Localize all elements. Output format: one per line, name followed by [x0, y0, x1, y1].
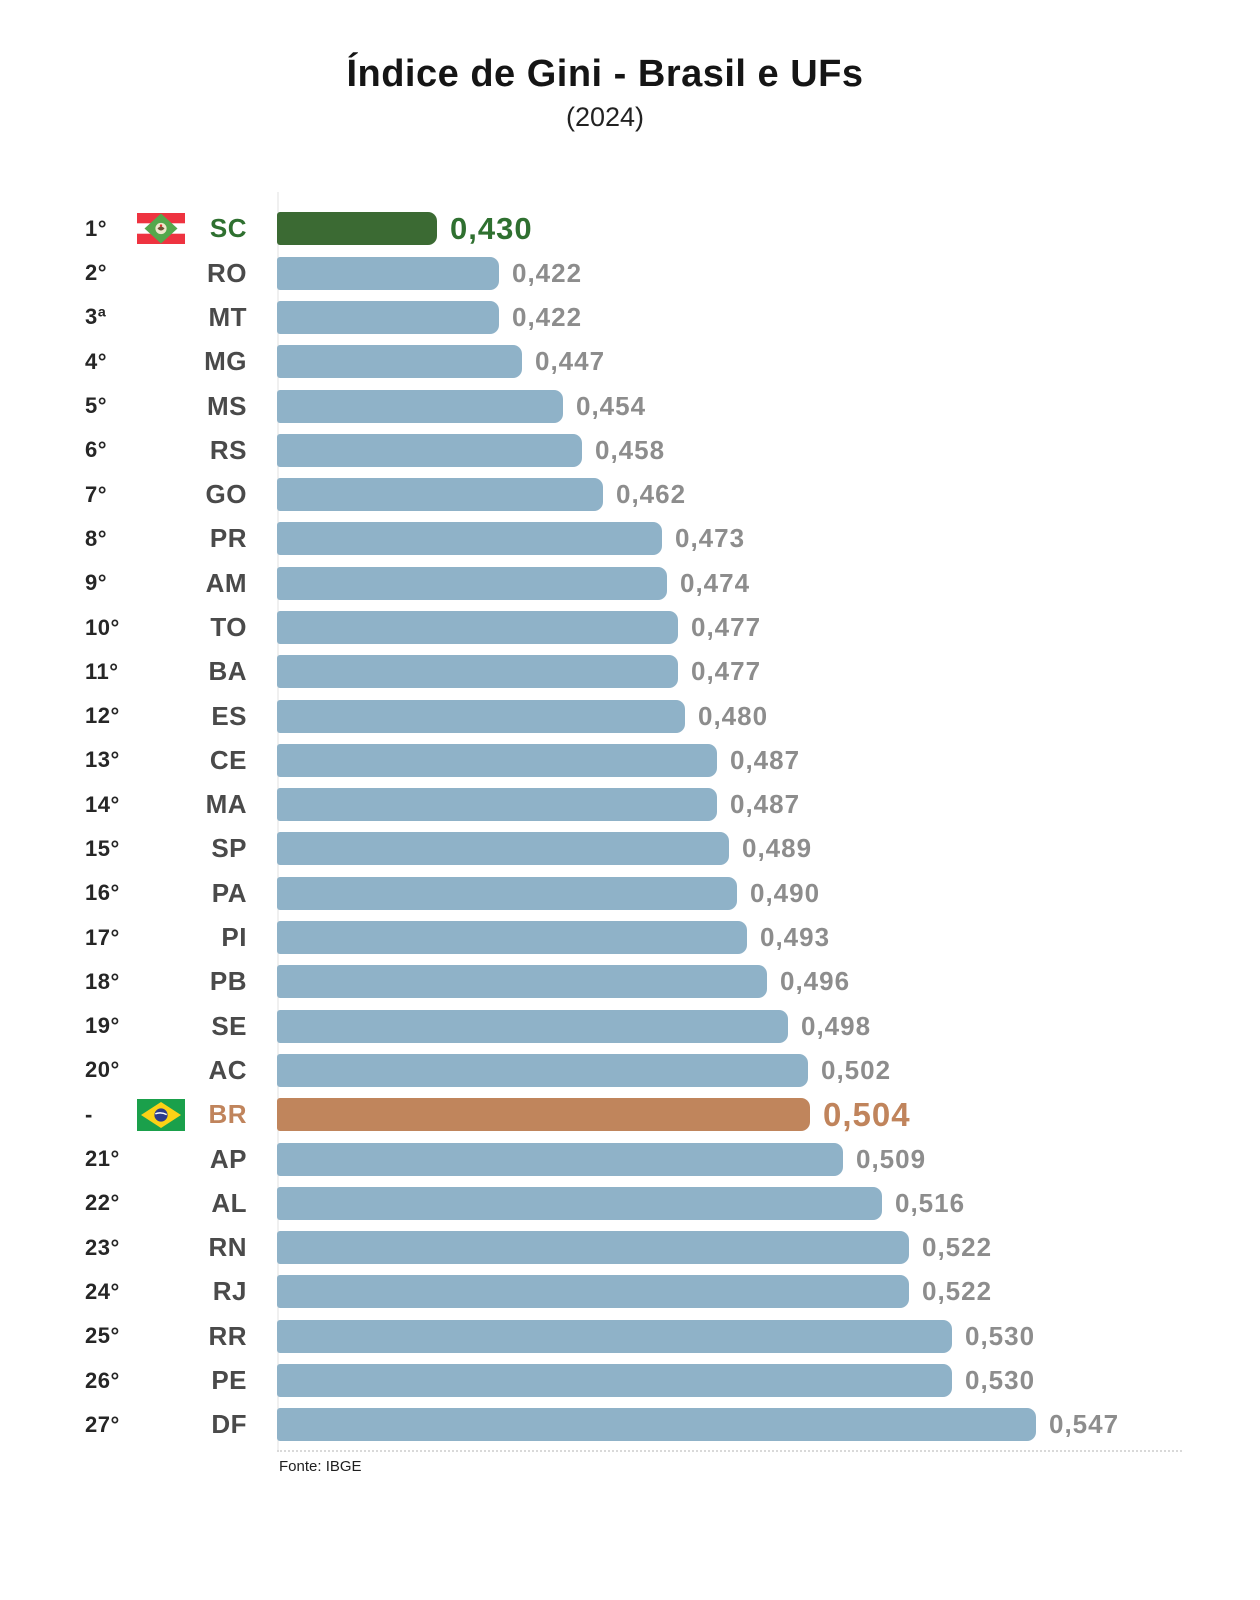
flag-cell	[135, 384, 191, 428]
bar-cell	[247, 1275, 1260, 1308]
chart-row	[0, 738, 1260, 782]
chart-row	[0, 561, 1260, 605]
flag-cell	[135, 1270, 191, 1314]
bar	[277, 744, 717, 777]
state-code-label: RR	[208, 1320, 247, 1351]
rank-label: 11°	[85, 658, 119, 684]
value-label: 0,509	[856, 1143, 927, 1174]
chart-title: Índice de Gini - Brasil e UFs	[346, 53, 864, 95]
x-axis-dotted-line	[277, 1450, 1182, 1452]
state-code-label: AM	[205, 567, 247, 598]
state-code-label: PR	[209, 523, 247, 554]
state-code-label: PE	[211, 1365, 247, 1396]
bar-cell	[247, 390, 1260, 423]
bar	[277, 1275, 909, 1308]
rank-label: 23°	[85, 1234, 120, 1260]
bar-cell	[247, 1187, 1260, 1220]
chart-row	[0, 251, 1260, 295]
state-code-label: AC	[208, 1054, 247, 1085]
chart-row	[0, 1314, 1260, 1358]
state-code-label: SC	[209, 213, 247, 244]
rank-label: 8°	[85, 525, 108, 551]
rank-label: -	[85, 1101, 93, 1127]
bar-cell	[247, 1231, 1260, 1264]
bar-cell	[247, 921, 1260, 954]
chart-header	[0, 0, 1210, 135]
bar-cell	[247, 1364, 1260, 1397]
bar-cell	[247, 788, 1260, 821]
value-label: 0,522	[922, 1232, 993, 1263]
bar	[277, 611, 678, 644]
state-code-label: RO	[207, 257, 247, 288]
state-code-label: BR	[208, 1099, 247, 1130]
value-label: 0,530	[965, 1365, 1036, 1396]
bar	[277, 1098, 810, 1131]
rank-label: 16°	[85, 880, 120, 906]
flag-cell	[135, 517, 191, 561]
flag-cell	[135, 1226, 191, 1270]
flag-cell	[135, 428, 191, 472]
bar-cell	[247, 434, 1260, 467]
bar-cell	[247, 211, 1260, 247]
state-code-label: SE	[211, 1010, 247, 1041]
rank-label: 12°	[85, 703, 120, 729]
rank-label: 3ª	[85, 304, 107, 330]
chart-row	[0, 1226, 1260, 1270]
value-label: 0,547	[1049, 1409, 1120, 1440]
flag-cell	[135, 915, 191, 959]
bar	[277, 434, 582, 467]
flag-cell	[135, 1358, 191, 1402]
flag-cell	[135, 561, 191, 605]
state-code-label: GO	[205, 479, 247, 510]
bar	[277, 655, 678, 688]
chart-row	[0, 605, 1260, 649]
flag-cell	[135, 871, 191, 915]
value-label: 0,487	[730, 789, 801, 820]
chart-row	[0, 650, 1260, 694]
bar	[277, 700, 685, 733]
value-label: 0,474	[680, 567, 751, 598]
flag-cell	[135, 650, 191, 694]
state-code-label: DF	[211, 1409, 247, 1440]
bar-cell	[247, 700, 1260, 733]
bar-cell	[247, 1010, 1260, 1043]
rank-label: 7°	[85, 481, 108, 507]
state-code-label: AP	[209, 1143, 247, 1174]
bar	[277, 1320, 952, 1353]
state-code-label: PA	[211, 877, 247, 908]
value-label: 0,422	[512, 257, 583, 288]
bar	[277, 1054, 808, 1087]
value-label: 0,477	[691, 612, 762, 642]
chart-row	[0, 783, 1260, 827]
chart-row	[0, 207, 1260, 251]
bar	[277, 1408, 1036, 1441]
state-code-label: ES	[211, 700, 247, 731]
value-label: 0,504	[823, 1095, 911, 1133]
chart-rows	[0, 207, 1260, 1447]
chart-row	[0, 1358, 1260, 1402]
rank-label: 13°	[85, 747, 120, 773]
bar	[277, 567, 667, 600]
value-label: 0,498	[801, 1010, 872, 1041]
bar-cell	[247, 611, 1260, 644]
chart-row	[0, 295, 1260, 339]
bar-cell	[247, 1096, 1260, 1134]
value-label: 0,502	[821, 1054, 892, 1085]
state-code-label: MG	[204, 346, 247, 377]
flag-cell	[135, 1181, 191, 1225]
value-label: 0,516	[895, 1187, 966, 1218]
chart-row	[0, 1093, 1260, 1137]
chart-row	[0, 428, 1260, 472]
chart-subtitle: (2024)	[565, 101, 645, 132]
state-code-label: RJ	[212, 1276, 247, 1307]
bar	[277, 345, 522, 378]
bar	[277, 1231, 909, 1264]
value-label: 0,530	[965, 1320, 1036, 1351]
sc-flag-icon	[137, 213, 185, 244]
rank-label: 1°	[85, 215, 108, 241]
value-label: 0,493	[760, 922, 831, 953]
chart-row	[0, 1181, 1260, 1225]
rank-label: 26°	[85, 1367, 120, 1393]
bar	[277, 1010, 788, 1043]
rank-label: 17°	[85, 924, 120, 950]
flag-cell	[135, 1403, 191, 1447]
bar	[277, 965, 767, 998]
br-flag-icon	[137, 1099, 185, 1131]
flag-cell	[135, 1093, 191, 1137]
rank-label: 20°	[85, 1057, 120, 1083]
value-label: 0,458	[595, 434, 666, 465]
state-code-label: MS	[207, 390, 247, 421]
value-label: 0,462	[616, 479, 687, 510]
rank-label: 24°	[85, 1278, 120, 1304]
flag-cell	[135, 694, 191, 738]
rank-label: 22°	[85, 1190, 120, 1216]
state-code-label: RN	[208, 1232, 247, 1263]
bar-chart	[0, 207, 1260, 1447]
chart-row	[0, 1048, 1260, 1092]
bar	[277, 212, 437, 245]
bar	[277, 1143, 843, 1176]
flag-cell	[135, 827, 191, 871]
state-code-label: MA	[205, 789, 247, 820]
value-label: 0,473	[675, 523, 746, 554]
bar	[277, 522, 662, 555]
bar-cell	[247, 1320, 1260, 1353]
bar-cell	[247, 257, 1260, 290]
chart-row	[0, 1270, 1260, 1314]
value-label: 0,487	[730, 744, 801, 775]
bar-cell	[247, 1143, 1260, 1176]
bar-cell	[247, 301, 1260, 334]
flag-cell	[135, 207, 191, 251]
chart-row	[0, 915, 1260, 959]
chart-row	[0, 694, 1260, 738]
bar-cell	[247, 345, 1260, 378]
flag-cell	[135, 783, 191, 827]
bar	[277, 1364, 952, 1397]
state-code-label: PI	[221, 922, 247, 953]
flag-cell	[135, 340, 191, 384]
bar-cell	[247, 744, 1260, 777]
value-label: 0,496	[780, 966, 851, 997]
source-note: Fonte: IBGE	[279, 1458, 362, 1475]
flag-cell	[135, 1048, 191, 1092]
chart-row	[0, 871, 1260, 915]
rank-label: 2°	[85, 260, 108, 286]
bar	[277, 478, 603, 511]
chart-row	[0, 960, 1260, 1004]
bar-cell	[247, 522, 1260, 555]
rank-label: 14°	[85, 791, 120, 817]
bar	[277, 1187, 882, 1220]
value-label: 0,447	[535, 346, 606, 377]
bar-cell	[247, 877, 1260, 910]
bar-cell	[247, 478, 1260, 511]
rank-label: 5°	[85, 393, 108, 419]
rank-label: 27°	[85, 1411, 120, 1437]
value-label: 0,422	[512, 301, 583, 332]
value-label: 0,430	[450, 210, 533, 246]
flag-cell	[135, 1314, 191, 1358]
rank-label: 21°	[85, 1146, 120, 1172]
chart-row	[0, 1004, 1260, 1048]
rank-label: 4°	[85, 348, 108, 374]
flag-cell	[135, 605, 191, 649]
bar	[277, 921, 747, 954]
chart-row	[0, 1137, 1260, 1181]
bar	[277, 390, 563, 423]
bar-cell	[247, 1408, 1260, 1441]
chart-row	[0, 827, 1260, 871]
state-code-label: PB	[209, 966, 247, 997]
bar	[277, 877, 737, 910]
state-code-label: MT	[208, 301, 247, 332]
rank-label: 15°	[85, 835, 120, 861]
rank-label: 6°	[85, 437, 108, 463]
state-code-label: AL	[211, 1187, 247, 1218]
bar	[277, 788, 717, 821]
value-label: 0,522	[922, 1276, 993, 1307]
state-code-label: TO	[210, 612, 247, 642]
flag-cell	[135, 295, 191, 339]
bar-cell	[247, 567, 1260, 600]
bar-cell	[247, 965, 1260, 998]
rank-label: 10°	[85, 614, 120, 640]
state-code-label: RS	[209, 434, 247, 465]
chart-row	[0, 384, 1260, 428]
flag-cell	[135, 738, 191, 782]
bar	[277, 301, 499, 334]
flag-cell	[135, 960, 191, 1004]
chart-row	[0, 1403, 1260, 1447]
rank-label: 18°	[85, 968, 120, 994]
rank-label: 9°	[85, 570, 108, 596]
bar-cell	[247, 832, 1260, 865]
bar	[277, 832, 729, 865]
chart-row	[0, 472, 1260, 516]
bar-cell	[247, 655, 1260, 688]
chart-row	[0, 340, 1260, 384]
state-code-label: BA	[208, 656, 247, 687]
state-code-label: SP	[211, 833, 247, 864]
value-label: 0,489	[742, 833, 813, 864]
bar-cell	[247, 1054, 1260, 1087]
flag-cell	[135, 1004, 191, 1048]
flag-cell	[135, 472, 191, 516]
value-label: 0,454	[576, 390, 647, 421]
value-label: 0,490	[750, 877, 821, 908]
state-code-label: CE	[209, 744, 247, 775]
bar	[277, 257, 499, 290]
rank-label: 19°	[85, 1013, 120, 1039]
flag-cell	[135, 251, 191, 295]
value-label: 0,480	[698, 700, 769, 731]
value-label: 0,477	[691, 656, 762, 687]
flag-cell	[135, 1137, 191, 1181]
chart-row	[0, 517, 1260, 561]
rank-label: 25°	[85, 1323, 120, 1349]
